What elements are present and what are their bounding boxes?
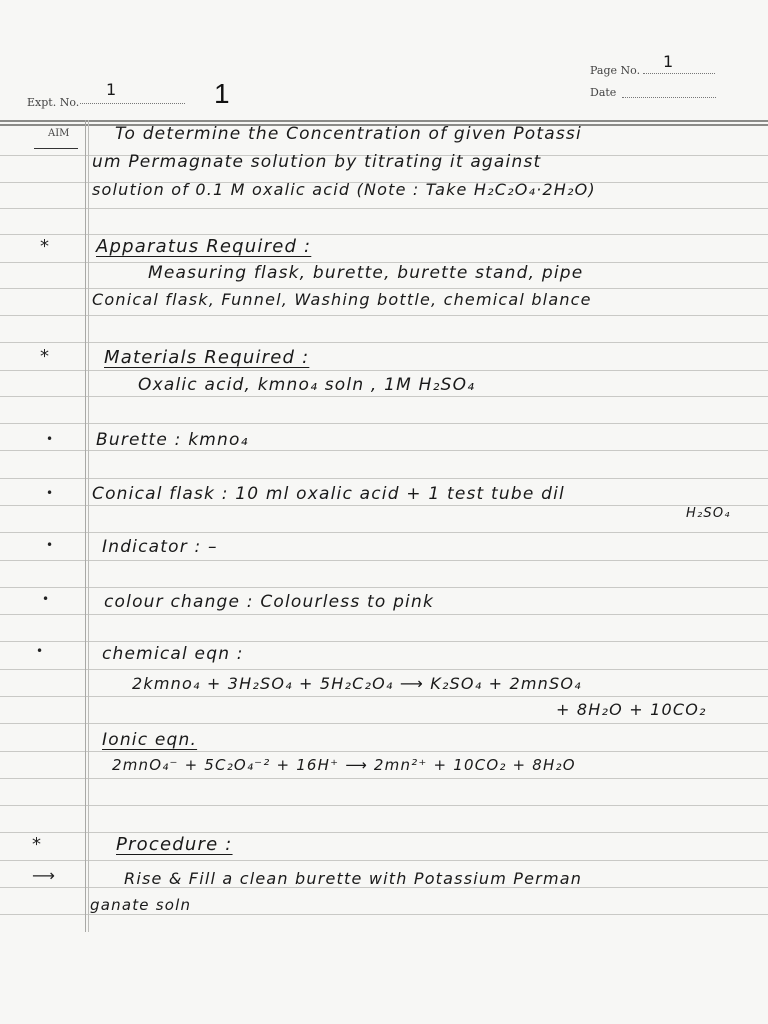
rule-line: [0, 505, 768, 506]
aim-label: AIM: [48, 128, 70, 139]
expt-no-value: 1: [106, 80, 118, 99]
date-line: [622, 96, 716, 98]
rule-line: [0, 860, 768, 861]
rule-line: [0, 832, 768, 833]
rule-line: [0, 587, 768, 588]
chemical-eqn-heading: chemical eqn :: [102, 644, 244, 664]
rule-line: [0, 396, 768, 397]
arrow-bullet: ⟶: [32, 866, 55, 885]
dot-bullet: •: [46, 538, 54, 552]
margin-line: [85, 120, 86, 932]
rule-line: [0, 315, 768, 316]
aim-underline: [34, 148, 78, 149]
procedure-line-1: Rise & Fill a clean burette with Potassium Perman: [124, 869, 583, 888]
rule-line: [0, 478, 768, 479]
aim-line-1: To determine the Concentration of given Potassi: [115, 124, 582, 144]
burette-line: Burette : kmno₄: [96, 430, 249, 450]
colour-change-line: colour change : Colourless to pink: [104, 592, 434, 612]
star-bullet: *: [40, 346, 49, 367]
rule-line: [0, 342, 768, 343]
rule-line: [0, 914, 768, 915]
big-page-number: 1: [214, 78, 230, 109]
chemical-eqn-line-2: + 8H₂O + 10CO₂: [556, 700, 707, 719]
rule-line: [0, 560, 768, 561]
conical-flask-line: Conical flask : 10 ml oxalic acid + 1 test tube dil: [92, 484, 565, 504]
rule-line: [0, 120, 768, 122]
expt-no-label: Expt. No.: [27, 96, 80, 109]
star-bullet: *: [32, 834, 41, 855]
rule-line: [0, 234, 768, 235]
indicator-line: Indicator : –: [102, 537, 218, 557]
margin-line: [88, 120, 89, 932]
rule-line: [0, 208, 768, 209]
dot-bullet: •: [46, 432, 54, 446]
ionic-eqn-heading: Ionic eqn.: [102, 730, 198, 750]
rule-line: [0, 696, 768, 697]
conical-flask-sub: H₂SO₄: [686, 506, 731, 521]
apparatus-line-2: Conical flask, Funnel, Washing bottle, chemical blance: [92, 290, 592, 309]
rule-line: [0, 805, 768, 806]
chemical-eqn-line-1: 2kmno₄ + 3H₂SO₄ + 5H₂C₂O₄ ⟶ K₂SO₄ + 2mnSO₄: [132, 674, 582, 693]
rule-line: [0, 641, 768, 642]
dot-bullet: •: [46, 486, 54, 500]
page-no-line: [643, 72, 715, 74]
rule-line: [0, 288, 768, 289]
apparatus-heading: Apparatus Required :: [96, 236, 312, 257]
procedure-line-2: ganate soln: [90, 896, 192, 914]
dot-bullet: •: [36, 644, 44, 658]
rule-line: [0, 723, 768, 724]
ionic-eqn-line: 2mnO₄⁻ + 5C₂O₄⁻² + 16H⁺ ⟶ 2mn²⁺ + 10CO₂ + 8H₂O: [112, 756, 576, 774]
dot-bullet: •: [42, 592, 50, 606]
materials-heading: Materials Required :: [104, 347, 310, 368]
rule-line: [0, 450, 768, 451]
rule-line: [0, 532, 768, 533]
rule-line: [0, 614, 768, 615]
materials-line-1: Oxalic acid, kmno₄ soln , 1M H₂SO₄: [138, 375, 476, 395]
rule-line: [0, 669, 768, 670]
apparatus-line-1: Measuring flask, burette, burette stand, pipe: [148, 263, 584, 283]
rule-line: [0, 423, 768, 424]
rule-line: [0, 370, 768, 371]
page-no-label: Page No.: [590, 64, 641, 77]
rule-line: [0, 751, 768, 752]
star-bullet: *: [40, 236, 49, 257]
page-no-value: 1: [663, 52, 675, 71]
aim-line-2: um Permagnate solution by titrating it against: [92, 152, 542, 172]
procedure-heading: Procedure :: [116, 834, 233, 855]
date-label: Date: [590, 86, 617, 99]
expt-no-line: [80, 102, 185, 104]
rule-line: [0, 778, 768, 779]
aim-line-3: solution of 0.1 M oxalic acid (Note : Take H₂C₂O₄·2H₂O): [92, 180, 596, 199]
